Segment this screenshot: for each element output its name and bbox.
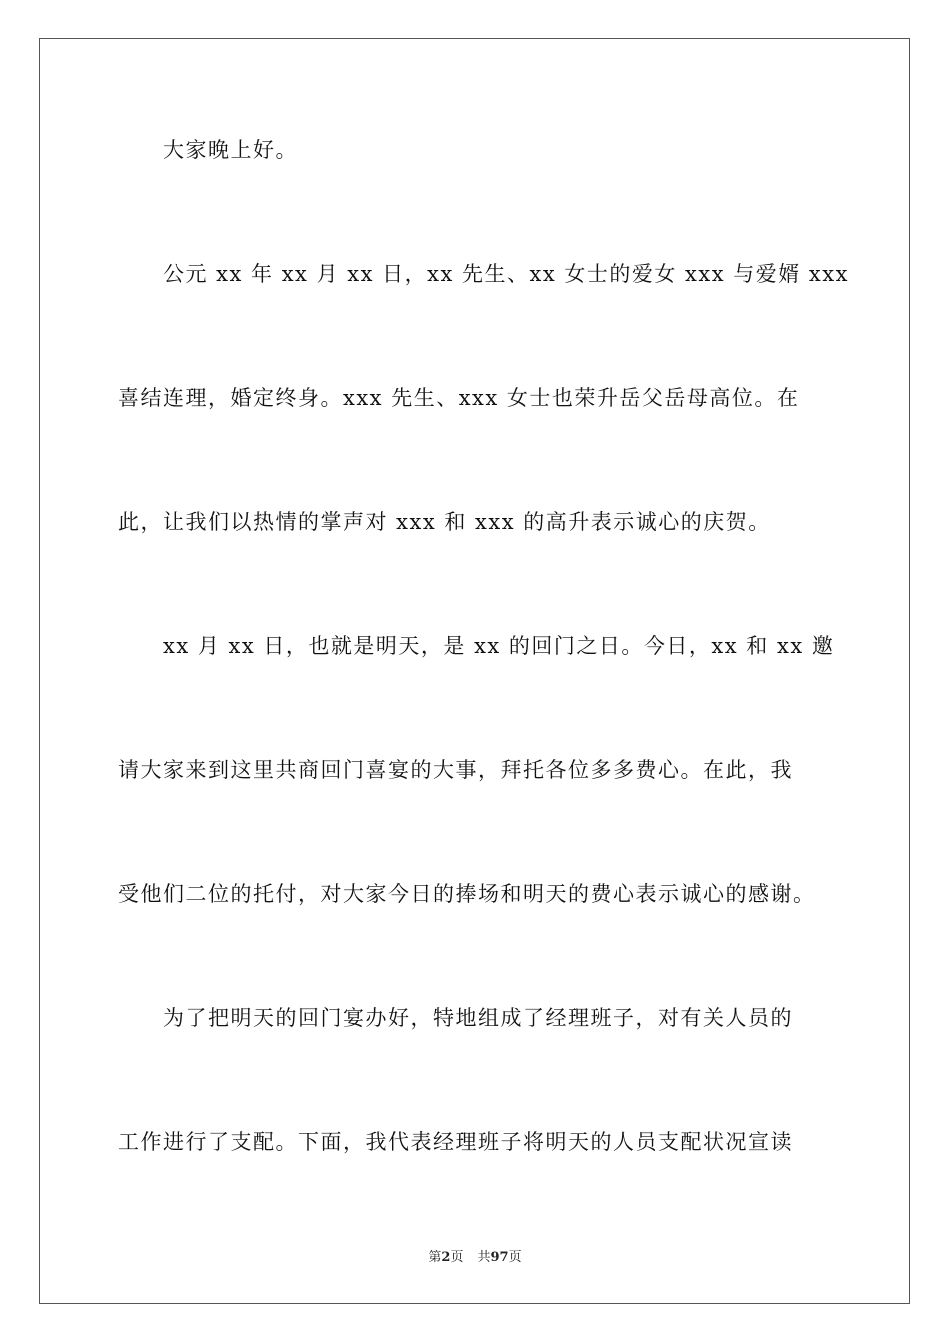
- text-line-1: 大家晚上好。: [118, 138, 298, 162]
- text-line-5: xx 月 xx 日，也就是明天，是 xx 的回门之日。今日，xx 和 xx 邀: [118, 634, 835, 658]
- text-line-3: 喜结连理，婚定终身。xxx 先生、xxx 女士也荣升岳父岳母高位。在: [118, 386, 800, 410]
- page-footer: [0, 1246, 950, 1265]
- text-line-9: 工作进行了支配。下面，我代表经理班子将明天的人员支配状况宣读: [118, 1130, 793, 1154]
- text-line-6: 请大家来到这里共商回门喜宴的大事，拜托各位多多费心。在此，我: [118, 758, 793, 782]
- footer-total-suffix: 页: [508, 1250, 522, 1265]
- footer-page-number: 2: [441, 1250, 451, 1265]
- footer-page-suffix: 页: [450, 1250, 464, 1265]
- text-line-4: 此，让我们以热情的掌声对 xxx 和 xxx 的高升表示诚心的庆贺。: [118, 510, 771, 534]
- text-line-2: 公元 xx 年 xx 月 xx 日，xx 先生、xx 女士的爱女 xxx 与爱婿 xxx: [118, 262, 849, 286]
- text-line-8: 为了把明天的回门宴办好，特地组成了经理班子，对有关人员的: [118, 1006, 793, 1030]
- page-border: [39, 38, 910, 1304]
- footer-page-prefix: 第: [428, 1250, 442, 1265]
- footer-total-pages: 97: [490, 1250, 509, 1265]
- footer-total-prefix: 共: [477, 1250, 491, 1265]
- text-line-7: 受他们二位的托付，对大家今日的捧场和明天的费心表示诚心的感谢。: [118, 882, 816, 906]
